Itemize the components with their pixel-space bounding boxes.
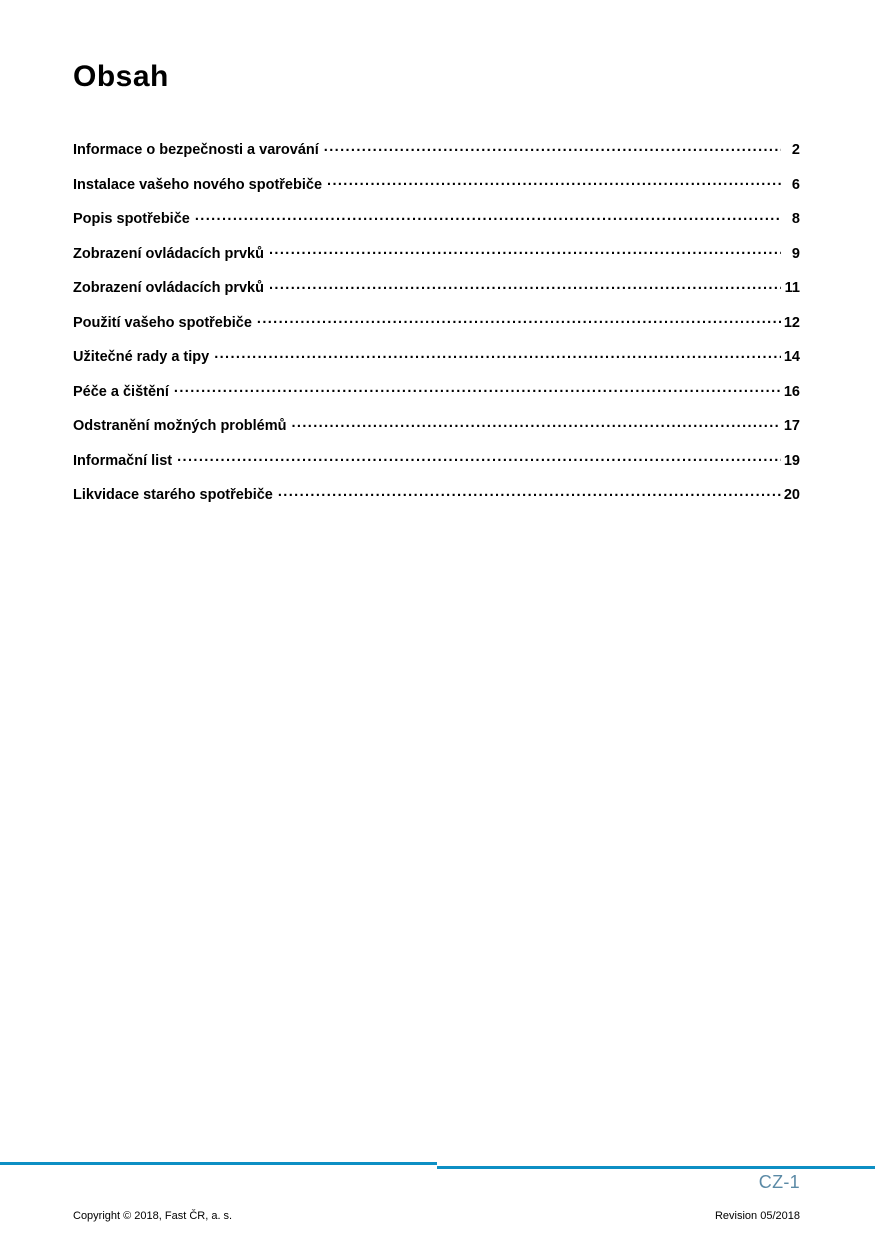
- toc-entry-page: 16: [783, 383, 800, 400]
- toc-entry[interactable]: [73, 416, 800, 434]
- footer-page-number: CZ-1: [758, 1172, 800, 1192]
- footer-revision: Revision 05/2018: [714, 1210, 800, 1222]
- toc-leader-dots: [214, 347, 781, 361]
- toc-entry[interactable]: [73, 313, 800, 331]
- toc-leader-dots: [292, 416, 781, 430]
- toc-leader-dots: [257, 313, 781, 327]
- toc-entry-label: Informační list: [73, 452, 173, 469]
- toc-leader-dots: [177, 451, 781, 465]
- toc-entry-label: Použití vašeho spotřebiče: [73, 314, 252, 331]
- toc-entry-label: Užitečné rady a tipy: [73, 349, 210, 365]
- footer-copyright: Copyright © 2018, Fast ČR, a. s.: [73, 1210, 233, 1222]
- toc-entry-page: 9: [791, 245, 800, 262]
- toc-entry[interactable]: [73, 347, 800, 365]
- toc-entry-label: Popis spotřebiče: [73, 211, 190, 227]
- table-of-contents: [73, 140, 800, 503]
- toc-entry[interactable]: [73, 451, 800, 469]
- toc-entry[interactable]: [73, 175, 800, 193]
- toc-entry-label: Odstranění možných problémů: [73, 418, 287, 434]
- toc-entry-label: Likvidace starého spotřebiče: [73, 487, 273, 503]
- toc-entry-label: Zobrazení ovládacích prvků: [73, 245, 264, 262]
- toc-leader-dots: [195, 209, 781, 223]
- toc-entry-page: 17: [783, 418, 800, 434]
- footer-divider-right: [437, 1166, 875, 1169]
- toc-entry-page: 20: [783, 487, 800, 503]
- toc-entry-page: 6: [791, 176, 800, 193]
- footer-divider-left: [0, 1162, 437, 1165]
- toc-entry[interactable]: [73, 382, 800, 400]
- toc-leader-dots: [269, 244, 781, 258]
- toc-leader-dots: [269, 278, 781, 292]
- toc-leader-dots: [278, 485, 781, 499]
- page-content: [73, 60, 800, 520]
- toc-entry-page: 14: [783, 349, 800, 365]
- toc-entry[interactable]: [73, 244, 800, 262]
- toc-entry-page: 12: [783, 314, 800, 331]
- toc-entry-page: 2: [791, 142, 800, 158]
- toc-entry[interactable]: [73, 209, 800, 227]
- page-title: Obsah: [73, 60, 169, 93]
- toc-entry[interactable]: [73, 140, 800, 158]
- toc-leader-dots: [174, 382, 781, 396]
- toc-entry-label: Informace o bezpečnosti a varování: [73, 142, 319, 158]
- toc-entry-page: 8: [791, 211, 800, 227]
- footer-divider: [0, 1162, 875, 1172]
- toc-entry-page: 11: [784, 280, 800, 296]
- toc-leader-dots: [327, 175, 781, 189]
- toc-entry[interactable]: [73, 485, 800, 503]
- toc-entry[interactable]: [73, 278, 800, 296]
- toc-entry-label: Zobrazení ovládacích prvků: [73, 280, 264, 296]
- toc-leader-dots: [324, 140, 781, 154]
- toc-entry-page: 19: [783, 452, 800, 469]
- toc-entry-label: Instalace vašeho nového spotřebiče: [73, 176, 323, 193]
- toc-entry-label: Péče a čištění: [73, 383, 169, 400]
